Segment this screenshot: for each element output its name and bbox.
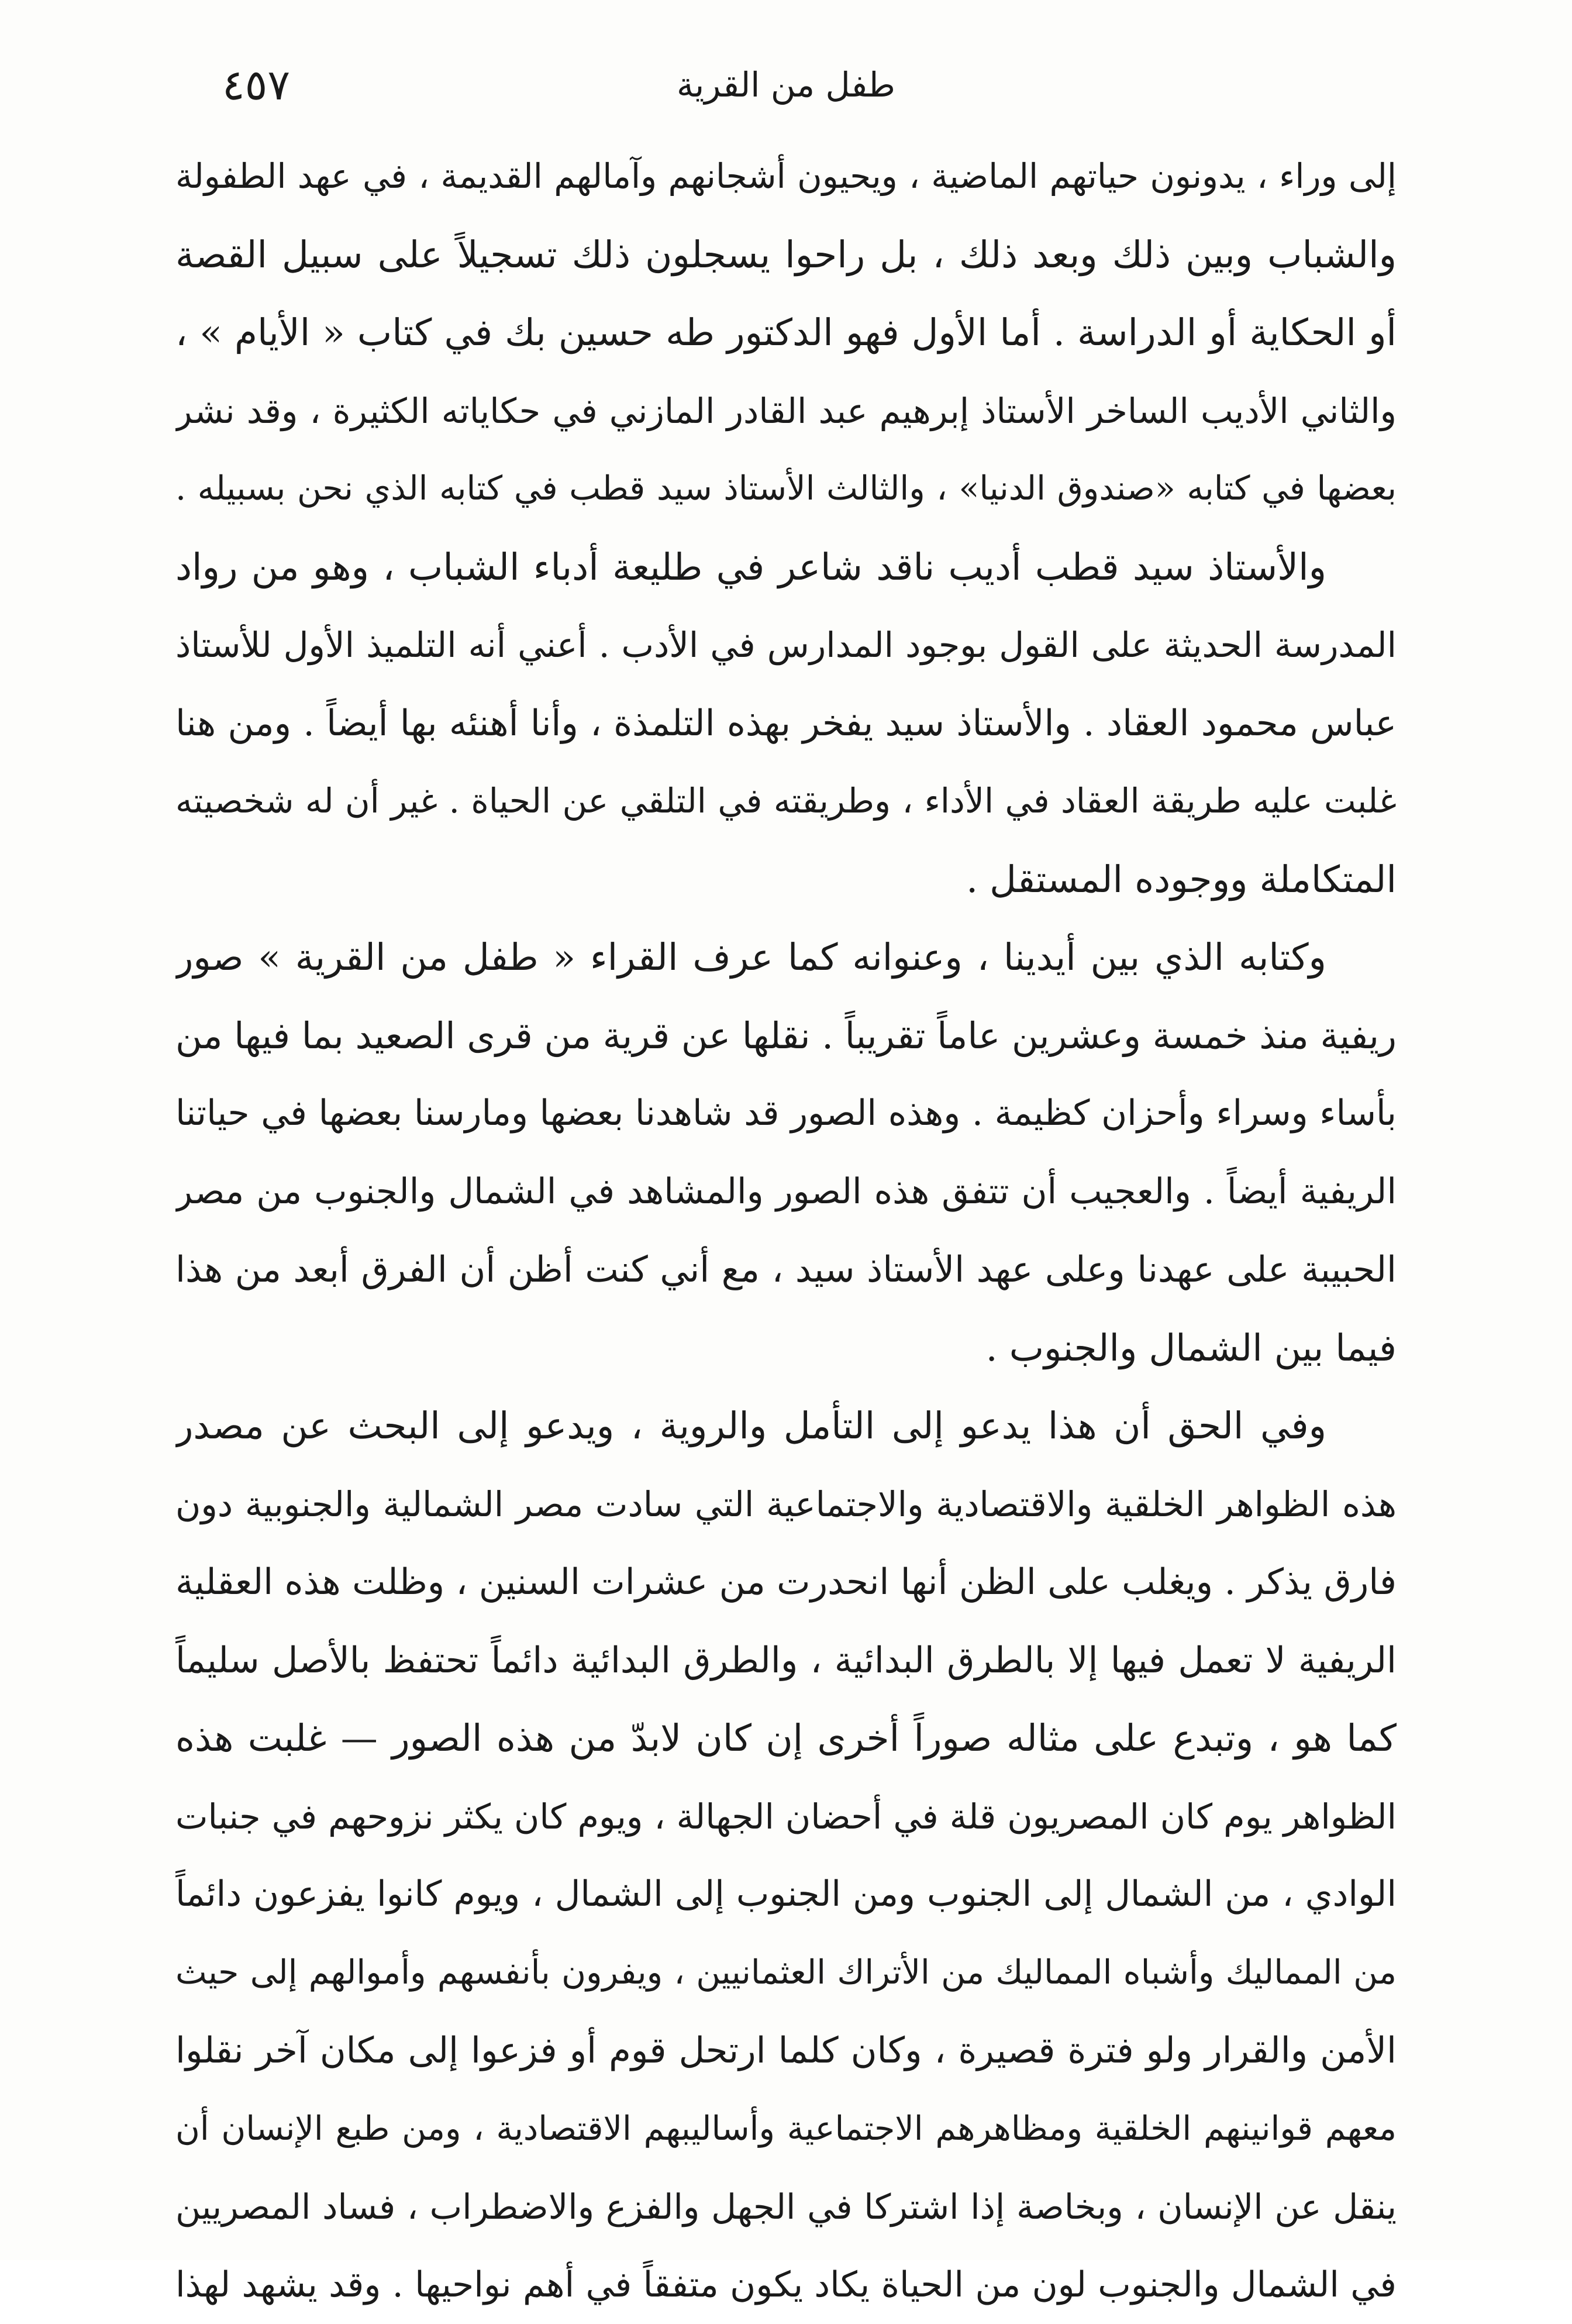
text-line: إلى وراء ، يدونون حياتهم الماضية ، ويحيون أشجانهم وآمالهم القديمة ، في عهد الطفولة [175,137,1397,216]
text-line: الظواهر يوم كان المصريون قلة في أحضان الجهالة ، ويوم كان يكثر نزوحهم في جنبات [175,1778,1397,1856]
paragraph-1 [175,137,1397,528]
text-line: معهم قوانينهم الخلقية ومظاهرهم الاجتماعية وأساليبهم الاقتصادية ، ومن طبع الإنسان أن [175,2090,1397,2168]
text-line: ريفية منذ خمسة وعشرين عاماً تقريباً . نقلها عن قرية من قرى الصعيد بما فيها من [175,997,1397,1075]
text-line: هذه الظواهر الخلقية والاقتصادية والاجتماعية التي سادت مصر الشمالية والجنوبية دون [175,1465,1397,1544]
text-line: الأمن والقرار ولو فترة قصيرة ، وكان كلما ارتحل قوم أو فزعوا إلى مكان آخر نقلوا [175,2012,1397,2090]
text-line: ينقل عن الإنسان ، وبخاصة إذا اشتركا في الجهل والفزع والاضطراب ، فساد المصريين [175,2168,1397,2246]
paragraph-3 [175,918,1397,1387]
text-line: وكتابه الذي بين أيدينا ، وعنوانه كما عرف القراء « طفل من القرية » صور [175,918,1397,997]
text-line: والشباب وبين ذلك وبعد ذلك ، بل راحوا يسجلون ذلك تسجيلاً على سبيل القصة [175,216,1397,294]
page-number: ٤٥٧ [222,56,290,114]
text-line: أو الحكاية أو الدراسة . أما الأول فهو الدكتور طه حسين بك في كتاب « الأيام » ، [175,294,1397,372]
text-line: فارق يذكر . ويغلب على الظن أنها انحدرت من عشرات السنين ، وظلت هذه العقلية [175,1543,1397,1621]
text-line: بأساء وسراء وأحزان كظيمة . وهذه الصور قد شاهدنا بعضها ومارسنا بعضها في حياتنا [175,1075,1397,1153]
text-line: كما هو ، وتبدع على مثاله صوراً أخرى إن كان لابدّ من هذه الصور — غلبت هذه [175,1699,1397,1778]
text-line: الوادي ، من الشمال إلى الجنوب ومن الجنوب إلى الشمال ، ويوم كانوا يفزعون دائماً [175,1855,1397,1934]
paragraph-4 [175,1387,1397,2324]
text-line: بعضها في كتابه «صندوق الدنيا» ، والثالث الأستاذ سيد قطب في كتابه الذي نحن بسبيله . [175,450,1397,528]
text-line: الريفية لا تعمل فيها إلا بالطرق البدائية ، والطرق البدائية دائماً تحتفظ بالأصل سليماً [175,1621,1397,1700]
text-line: والثاني الأديب الساخر الأستاذ إبرهيم عبد القادر المازني في حكاياته الكثيرة ، وقد نشر [175,372,1397,450]
paragraph-2 [175,528,1397,919]
text-line: في الشمال والجنوب لون من الحياة يكاد يكون متفقاً في أهم نواحيها . وقد يشهد لهذا [175,2246,1397,2324]
text-line: الحبيبة على عهدنا وعلى عهد الأستاذ سيد ، مع أني كنت أظن أن الفرق أبعد من هذا [175,1231,1397,1309]
text-line: عباس محمود العقاد . والأستاذ سيد يفخر بهذه التلمذة ، وأنا أهنئه بها أيضاً . ومن هنا [175,684,1397,763]
running-title: طفل من القرية [175,56,1397,114]
text-line: فيما بين الشمال والجنوب . [175,1309,1397,1387]
text-line: الريفية أيضاً . والعجيب أن تتفق هذه الصور والمشاهد في الشمال والجنوب من مصر [175,1153,1397,1231]
text-line: وفي الحق أن هذا يدعو إلى التأمل والروية ، ويدعو إلى البحث عن مصدر [175,1387,1397,1465]
text-line: من المماليك وأشباه المماليك من الأتراك العثمانيين ، ويفرون بأنفسهم وأموالهم إلى حيث [175,1934,1397,2012]
page-header [175,56,1397,126]
text-line: المدرسة الحديثة على القول بوجود المدارس في الأدب . أعني أنه التلميذ الأول للأستاذ [175,606,1397,684]
text-line: المتكاملة ووجوده المستقل . [175,841,1397,919]
text-line: غلبت عليه طريقة العقاد في الأداء ، وطريقته في التلقي عن الحياة . غير أن له شخصيته [175,762,1397,841]
text-line: والأستاذ سيد قطب أديب ناقد شاعر في طليعة أدباء الشباب ، وهو من رواد [175,528,1397,607]
body-text [175,137,1397,2324]
